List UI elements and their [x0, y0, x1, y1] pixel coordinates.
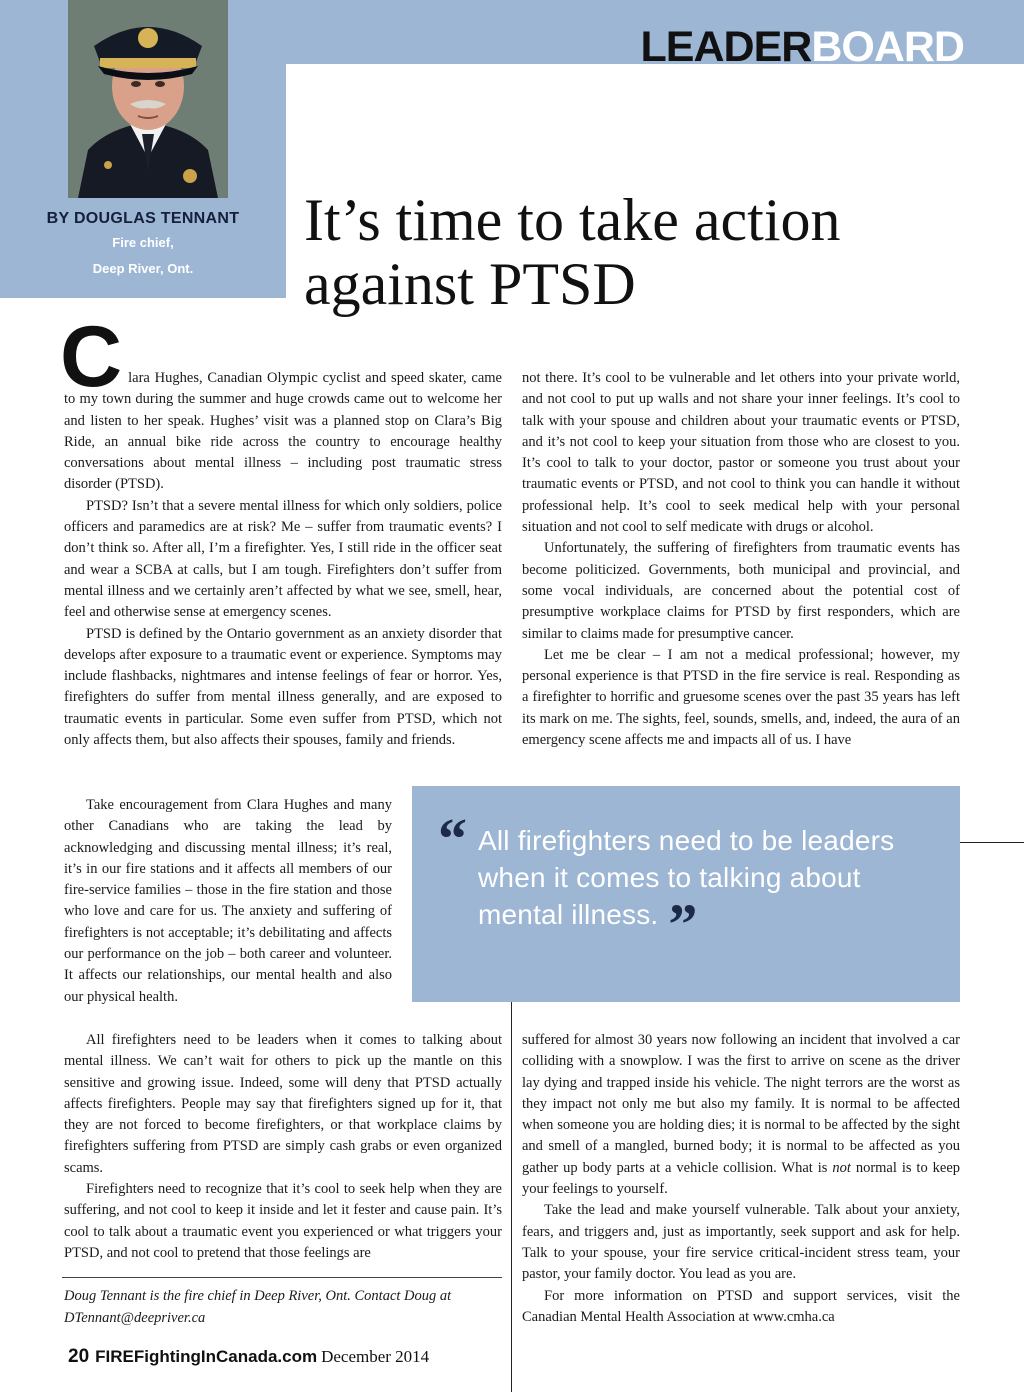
emphasis: not: [832, 1159, 851, 1176]
bio-rule: [62, 1277, 502, 1278]
column-2-top: [522, 368, 960, 751]
section-title: [641, 24, 964, 70]
page-number: 20: [68, 1346, 90, 1367]
paragraph: lara Hughes, Canadian Olympic cyclist and speed skater, came to my town during the summer and huge crowds came out to welcome her and listen to her speak. Hughes’ visit was a planned stop on Clara’s Big Ride, an annual bike ride across the country to encourage healthy conversations about mental illness – including post traumatic stress disorder (PTSD).: [64, 370, 502, 493]
dropcap-spacer: [64, 322, 502, 368]
paragraph-text: suffered for almost 30 years now following an incident that involved a car colliding with a snowplow. I was the first to arrive on scene as the driver lay dying and trapped inside his vehicle. The night terrors are the worst as they impact not only me but also my family. It is normal to be affected when someone you are holding dies; it is normal to be affected by the sight and smell of a mangled, burned body; it is normal to be affected as you gather up body parts at a vehicle collision. What is: [522, 1032, 960, 1176]
column-1-bottom: [64, 1030, 502, 1264]
paragraph: Firefighters need to recognize that it’s cool to seek help when they are suffering, and not cool to keep it inside and let it fester and cause pain. It’s cool to talk about a traumatic event you experienced or what triggers your PTSD, and not cool to pretend that those feelings are: [64, 1181, 502, 1261]
author-photo: [68, 0, 228, 198]
page-footer: [68, 1346, 429, 1368]
author-role: Fire chief,: [112, 235, 174, 250]
paragraph: [522, 1030, 960, 1200]
byline: [0, 208, 286, 282]
paragraph: Unfortunately, the suffering of firefighters from traumatic events has become politicized. Governments, both municipal and provincial, and some vocal individuals, are concerned about the potential cost of presumptive workplace claims for PTSD by first responders, which are similar to claims made for presumptive cancer.: [522, 540, 960, 642]
paragraph: PTSD? Isn’t that a severe mental illness for which only soldiers, police officers and paramedics are at risk? Me – suffer from traumatic events? I don’t think so. After all, I’m a firefighter. Yes, I still ride in the officer seat and wear a SCBA at calls, but I am tough. Firefighters don’t suffer from mental illness and we certainly aren’t affected by what we see, smell, hear, feel and otherwise sense at emergency scenes.: [64, 497, 502, 621]
section-title-part1: LEADER: [640, 23, 812, 71]
close-quote-mark: ”: [668, 892, 698, 957]
drop-cap: C: [60, 309, 123, 405]
author-bio: Doug Tennant is the fire chief in Deep River, Ont. Contact Doug at DTennant@deepriver.ca: [64, 1288, 452, 1326]
paragraph-text: normal is to keep your feelings to yourself.: [522, 1159, 961, 1198]
open-quote-mark: “: [438, 806, 467, 871]
pull-quote-rule: [960, 842, 1024, 843]
column-1-narrow: [64, 795, 392, 1008]
column-1-top: [60, 309, 502, 751]
paragraph: not there. It’s cool to be vulnerable and let others into your private world, and not cool to put up walls and not share your inner feelings. It’s cool to talk with your spouse and children about your traumatic events or PTSD, and it’s not cool to keep your situation from those who are closest to you. It’s cool to talk to your doctor, pastor or someone you trust about your traumatic events or PTSD, and not cool to think you can handle it without professional help. It’s cool to seek medical help with your personal situation and not cool to self medicate with drugs or alcohol.: [522, 370, 960, 536]
paragraph: Let me be clear – I am not a medical professional; however, my personal experience is that PTSD in the fire service is real. Responding as a firefighter to horrific and gruesome scenes over the past 35 years has left its mark on me. The sights, feel, sounds, smells, and, indeed, the aura of an emergency scene affects me and impacts all of us. I have: [522, 646, 960, 749]
paragraph: For more information on PTSD and support services, visit the Canadian Mental Health Association at www.cmha.ca: [522, 1287, 960, 1325]
author-name: BY DOUGLAS TENNANT: [46, 210, 240, 227]
paragraph: Take encouragement from Clara Hughes and many other Canadians who are taking the lead by acknowledging and discussing mental illness; it’s real, it’s in our fire stations and it affects all members of our fire-service families – those in the fire station and those who love and care for us. The anxiety and suffering of firefighters is not acceptable; it’s debilitating and affects our performance on the job – both career and volunteer. It affects our relationships, our mental health and also our physical health.: [64, 797, 392, 1005]
author-location: Deep River, Ont.: [92, 261, 194, 276]
article-headline: It’s time to take action against PTSD: [304, 187, 841, 317]
pull-quote: [412, 786, 960, 1002]
footer-site: FIREFightingInCanada.com: [95, 1347, 318, 1366]
section-title-part2: BOARD: [811, 23, 964, 71]
pull-quote-text: All firefighters need to be leaders when it comes to talking about mental illness.: [478, 825, 895, 930]
paragraph: PTSD is defined by the Ontario government as an anxiety disorder that develops after exposure to a traumatic event or experience. Symptoms may include flashbacks, nightmares and intense feelings of fear or horror. Yes, firefighters do suffer from mental illness generally, and are exposed to traumatic events in particular. Some even suffer from PTSD, which not only affects them, but also affects their spouses, family and friends.: [64, 625, 502, 749]
column-divider: [511, 1002, 512, 1392]
column-2-bottom: [522, 1030, 960, 1328]
paragraph: Take the lead and make yourself vulnerable. Talk about your anxiety, fears, and triggers and, just as importantly, seek support and ask for help. Talk to your spouse, your fire service critical-incident stress team, your pastor, your family doctor. You lead as you are.: [522, 1202, 960, 1283]
paragraph: All firefighters need to be leaders when it comes to talking about mental illness. We can’t wait for others to pick up the mantle on this sensitive and growing issue. Indeed, some will deny that PTSD actually affects firefighters. People may say that firefighters signed up for it, that they are not forced to become firefighters, or that workplace claims by firefighters suffering from PTSD are simply cash grabs or even organized scams.: [64, 1032, 502, 1176]
footer-date: December 2014: [321, 1347, 430, 1366]
